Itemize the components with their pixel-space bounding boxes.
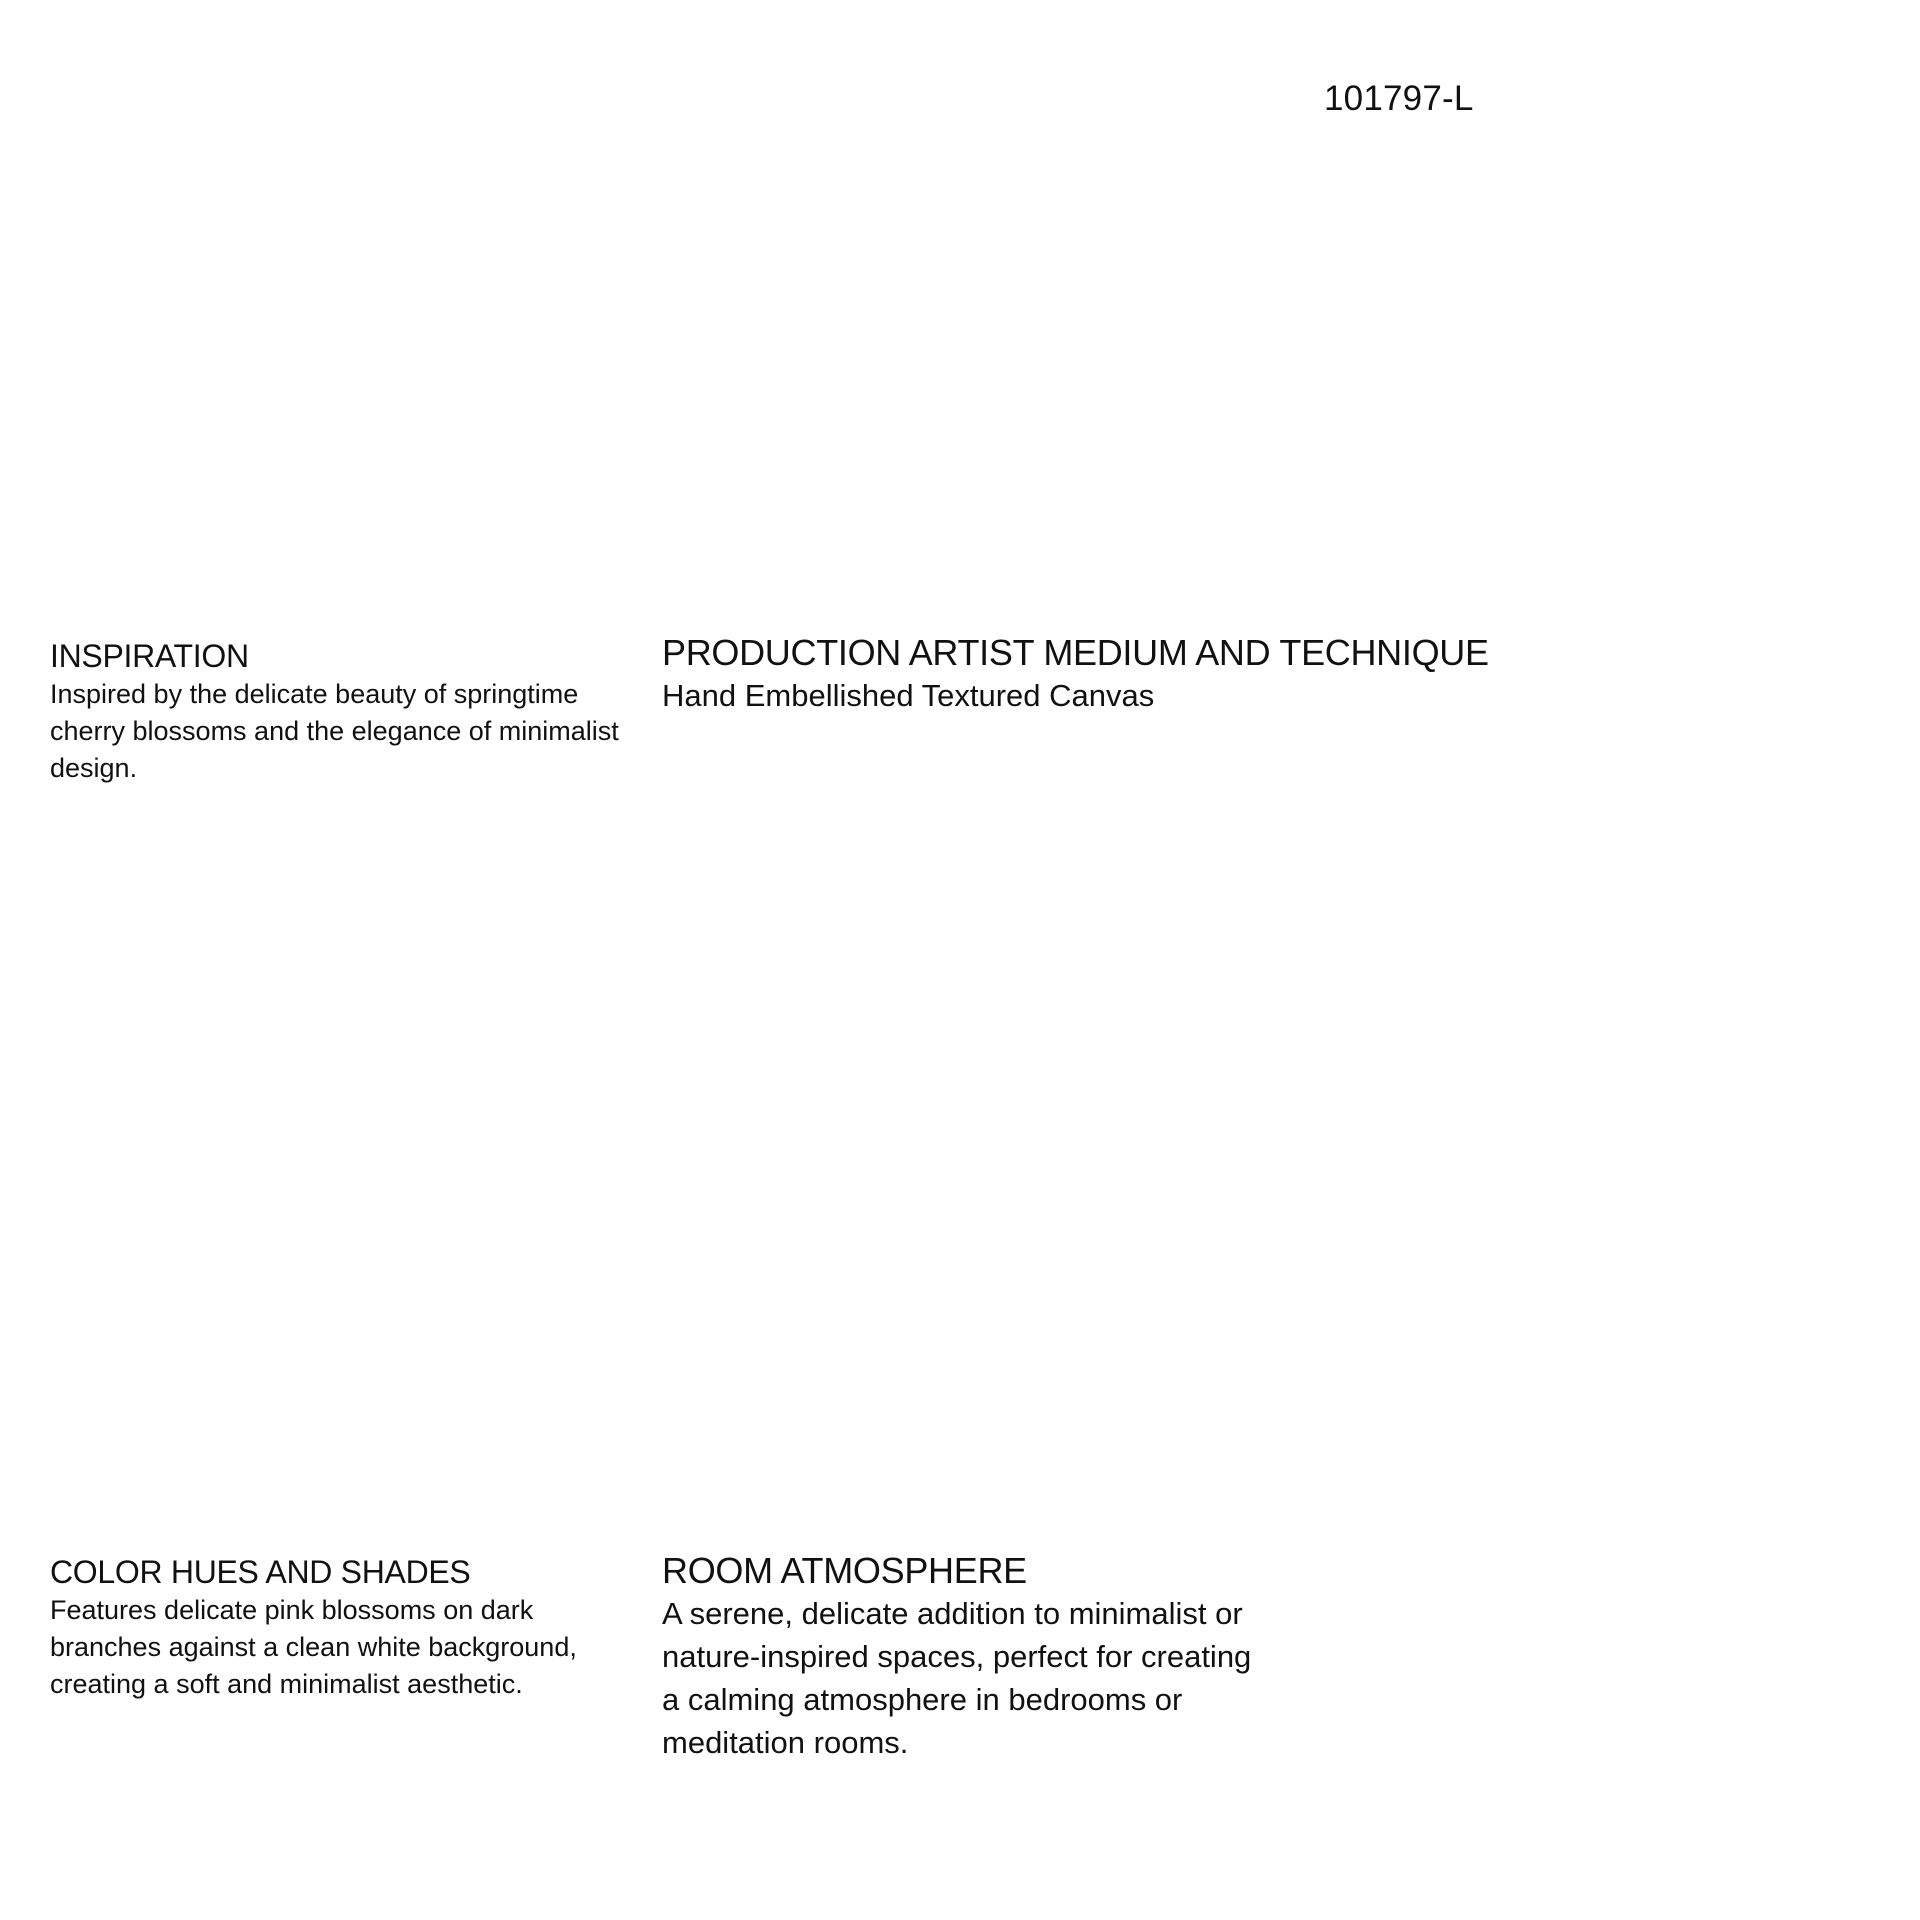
medium-heading: PRODUCTION ARTIST MEDIUM AND TECHNIQUE (662, 632, 1489, 673)
color-section (50, 1552, 620, 1703)
room-atmosphere-section (662, 1550, 1262, 1764)
medium-text: Hand Embellished Textured Canvas (662, 678, 1155, 713)
color-text: Features delicate pink blossoms on dark branches against a clean white background, creating a soft and minimalist aesthetic. (50, 1595, 577, 1699)
room-atmosphere-heading: ROOM ATMOSPHERE (662, 1550, 1027, 1591)
inspiration-text: Inspired by the delicate beauty of springtime cherry blossoms and the elegance of minimalist design. (50, 679, 619, 783)
product-sku: 101797-L (1324, 79, 1474, 118)
medium-section (662, 632, 1562, 717)
inspiration-heading: INSPIRATION (50, 638, 249, 674)
room-atmosphere-text: A serene, delicate addition to minimalist or nature-inspired spaces, perfect for creating a calming atmosphere in bedrooms or meditation rooms. (662, 1596, 1252, 1760)
inspiration-section (50, 636, 620, 787)
color-heading: COLOR HUES AND SHADES (50, 1554, 471, 1590)
